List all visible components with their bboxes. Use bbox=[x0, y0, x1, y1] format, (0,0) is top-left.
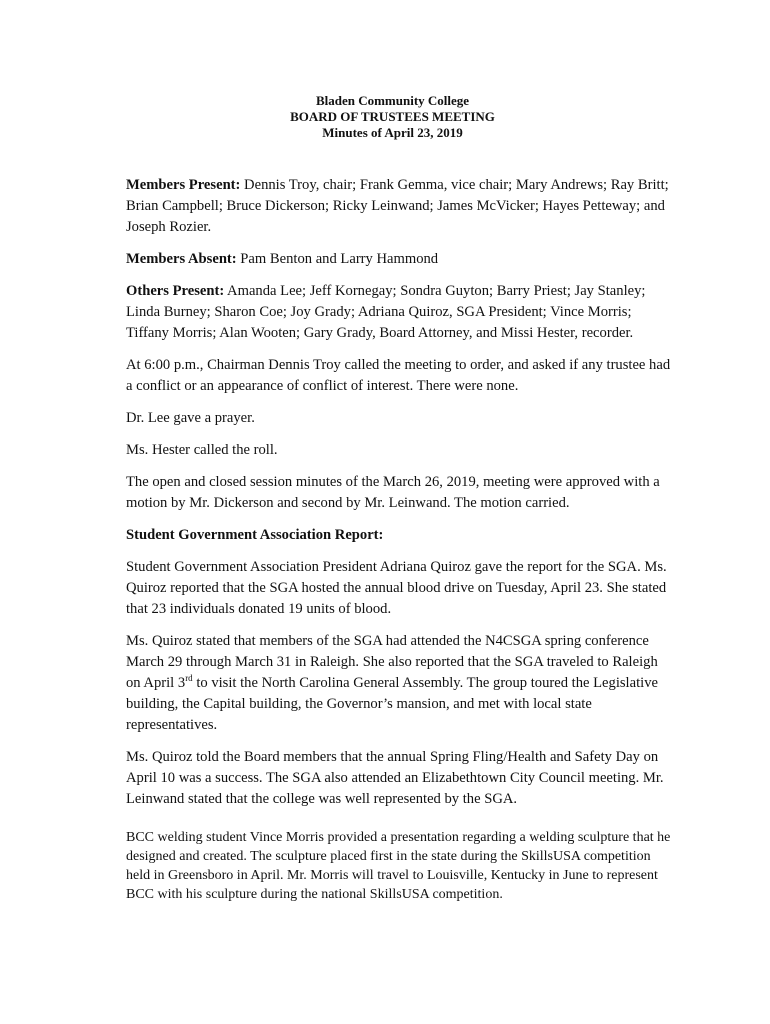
members-present-label: Members Present: bbox=[126, 177, 241, 193]
sga-report-heading: Student Government Association Report: bbox=[126, 527, 384, 543]
meeting-title: BOARD OF TRUSTEES MEETING bbox=[290, 109, 495, 124]
institution-name: Bladen Community College bbox=[315, 93, 470, 108]
sga-conference-paragraph bbox=[126, 631, 671, 736]
sga-conference-text-start: Ms. Quiroz stated that members of the SGA had attended the N4CSGA spring conference March 29 through March 31 in Raleigh. She also reported that the SGA traveled to Raleigh on April 3 bbox=[126, 633, 658, 691]
call-to-order-paragraph: At 6:00 p.m., Chairman Dennis Troy called the meeting to order, and asked if any trustee had a conflict or an appearance of conflict of interest. There were none. bbox=[126, 357, 671, 394]
others-present-text: Amanda Lee; Jeff Kornegay; Sondra Guyton; Barry Priest; Jay Stanley; Linda Burney; Sharon Coe; Joy Grady; Adriana Quiroz, SGA President; Vince Morris; Tiffany Morris; Alan Wooten; Gary Grady, Board Attorney, and Missi Hester, recorder. bbox=[126, 283, 646, 341]
spring-fling-paragraph: Ms. Quiroz told the Board members that the annual Spring Fling/Health and Safety Day on April 10 was a success. The SGA also attended an Elizabethtown City Council meeting. Mr. Leinwand stated that the college was well represented by the SGA. bbox=[126, 749, 664, 807]
roll-call-paragraph: Ms. Hester called the roll. bbox=[126, 442, 278, 458]
minutes-date: Minutes of April 23, 2019 bbox=[322, 125, 463, 140]
members-absent-text: Pam Benton and Larry Hammond bbox=[236, 251, 439, 267]
members-present-text: Dennis Troy, chair; Frank Gemma, vice chair; Mary Andrews; Ray Britt; Brian Campbell; Bruce Dickerson; Ricky Leinwand; James McVicker; Hayes Petteway; and Joseph Rozier. bbox=[126, 177, 669, 235]
sga-conference-text-end: to visit the North Carolina General Assembly. The group toured the Legislative building, the Capital building, the Governor’s mansion, and met with local state representatives. bbox=[126, 675, 658, 733]
document-body bbox=[126, 175, 671, 915]
others-present-paragraph bbox=[126, 281, 671, 344]
sga-report-paragraph: Student Government Association President Adriana Quiroz gave the report for the SGA. Ms. Quiroz reported that the SGA hosted the annual blood drive on Tuesday, April 23. She stated that 23 individuals donated 19 units of blood. bbox=[126, 559, 667, 617]
members-absent-label: Members Absent: bbox=[126, 251, 237, 267]
members-absent-paragraph bbox=[126, 249, 671, 270]
welding-presentation-paragraph: BCC welding student Vince Morris provided a presentation regarding a welding sculpture that he designed and created. The sculpture placed first in the state during the SkillsUSA competition held in Greensboro in April. Mr. Morris will travel to Louisville, Kentucky in June to represent BCC with his sculpture during the national SkillsUSA competition. bbox=[126, 830, 671, 902]
document-header bbox=[0, 93, 770, 141]
members-present-paragraph bbox=[126, 175, 671, 238]
minutes-approval-paragraph: The open and closed session minutes of the March 26, 2019, meeting were approved with a motion by Mr. Dickerson and second by Mr. Leinwand. The motion carried. bbox=[126, 474, 660, 511]
others-present-label: Others Present: bbox=[126, 283, 225, 299]
prayer-paragraph: Dr. Lee gave a prayer. bbox=[126, 410, 255, 426]
ordinal-superscript: rd bbox=[185, 673, 193, 684]
